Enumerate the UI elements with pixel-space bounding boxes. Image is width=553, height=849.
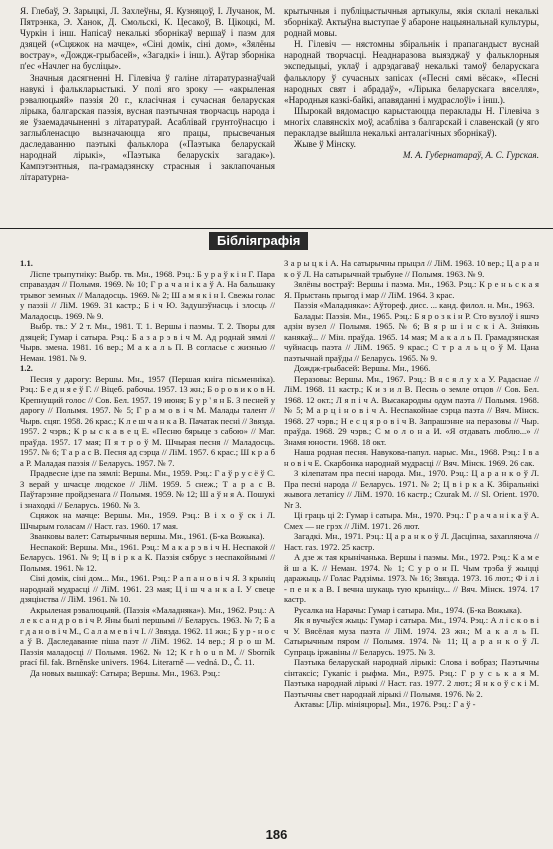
bibliography-entry: Да новых вышкаў: Сатыра; Вершы. Мн., 1963. Рэц.:	[30, 667, 221, 678]
bibliography-entry: З кілепатам пра песні народа. Мн., 1970. Рэц.: Ц а р а н к о ў Л. Пра песні народа // Беларусь. 1971. № 2; Ц в і р к а К. Збіральнікі жывога летапісу // ЛіМ. 1970. 16 кастр.; Czurak M. // Sl. Orient. 1970. Nr 3.	[284, 468, 539, 510]
bibliography-entry: Званковы валет: Сатырычныя вершы. Мн., 1961. (Б-ка Вожыка).	[30, 531, 265, 541]
bibliography-entry: Загадкі. Мн., 1971. Рэц.: Ц а р а н к о ў Л. Дасціпна, захапляюча // Наст. газ. 1972. 25 кастр.	[284, 531, 539, 552]
bibliography-entry: Ці граць ці 2: Гумар і сатыра. Мн., 1970. Рэц.: Г р а ч а н і к а ў А. Смех — не грэх // ЛіМ. 1971. 26 лют.	[284, 510, 539, 531]
bibliography-entry: Сіні домік, сіні дом... Мн., 1961. Рэц.: Р а п а н о в і ч Я. З крыніц народнай мудрасці // ЛіМ. 1961. 23 мая; Ц і ш ч а н к а І. У свеце дзяцінства // ЛіМ. 1961. № 10.	[20, 573, 275, 604]
article-paragraph: Жыве ў Мінску.	[294, 139, 356, 150]
bibliography-entry: Наша родная песня. Навукова-папул. нарыс. Мн., 1968. Рэц.: І в а н о в і ч Е. Скарбонка народнай мудрасці // Вяч. Мінск. 1969. 26 сак.	[284, 447, 539, 468]
bibliography-section-number: 1.2.	[20, 363, 33, 373]
article-right-column	[284, 6, 539, 161]
bibliography-entry: Перазовы: Вершы. Мн., 1967. Рэц.: В я с я л у х а У. Радаснае // ЛіМ. 1968. 11 кастр.; К и з и л В. Песнь о земле отцов // Сов. Бел. 1968. 12 окт.; Л я п і ч А. Высакародны одум паэта // Полымя. 1968. № 5; М а р ц і н о в і ч А. Неспакойнае сэрца паэта // Вяч. Мінск. 1968. 27 чэрв.; Н е с ц я р о в і ч В. Запрашэнне на перазовы // Чыр. праўда. 1968. 29 чэрв.; С м о л о н а И. «Я отдавать люблю...» // Знамя юности. 1968. 18 окт.	[284, 373, 539, 447]
bibliography-entry: Актавы: [Лір. мініяцюры]. Мн., 1976. Рэц.: Г а ў -	[294, 699, 476, 709]
article-paragraph: Н. Гілевіч — нястомны збіральнік і прапагандыст вуснай народнай творчасці. Неаднаразова выязджаў у фальклорныя экспедыцыі, уклаў і адрэдагаваў некалькі тамоў беларускага фальклору ў сучасных запісах («Песні сямі вёсак», «Песні народных свят і абрадаў», «Лірыка беларускага вяселля», «Народныя казкі-байкі, апавяданні і мудраслоўі» і інш.).	[284, 39, 539, 105]
bibliography-heading-wrap	[0, 229, 553, 251]
bibliography-entry: Прадвесне ідзе па зямлі: Вершы. Мн., 1959. Рэц.: Г а ў р у с ё ў С. З верай у шчасце людское // ЛіМ. 1959. 5 снеж.; Т а р а с В. Паўтарэнне пройдзенага // Полымя. 1959. № 12; Ш а ў н я А. Пошукі і знаходкі // Беларусь. 1960. № 3.	[20, 468, 275, 510]
bibliography-entry: Паэзія «Маладняка»: Аўтореф. дисс. ... канд. филол. н. Мн., 1963.	[294, 300, 535, 310]
article-paragraph: Значныя дасягненні Н. Гілевіча ў галіне літаратуразнаўчай навукі і фалькларыстыкі. У полі яго зроку — «акрыленая рэвалюцыяй» паэзія 20 г., класічная і сучасная беларуская лірыка, балгарская паэзія, вусная паэтычная творчасць народа і яе ўзаемадачыненні з літаратурай. Асаблівай грунтоўнасцю і заглыбленасцю вызначаюцца яго працы, прысвечаныя даследаванню паэтыкі фальклора («Паэтыка беларускай народнай лірыкі», «Паэтыка беларускіх загадак»). Кампэтэнтныя, па-грамадзянску страсныя і заклапочаныя літаратурна-	[20, 72, 275, 183]
bibliography-right-column	[284, 258, 539, 710]
article-signature: М. А. Губернатараў, А. С. Гурская.	[402, 150, 539, 161]
article-paragraph: Шырокай вядомасцю карыстаюцца пераклады Н. Гілевіча з многіх славянскіх моў, асабліва з балгарскай і славенскай (у яго перакладзе выйшла некалькі анталагічных зборнікаў).	[284, 105, 539, 139]
bibliography-left-column	[20, 258, 275, 678]
page-number: 186	[265, 827, 288, 842]
bibliography-entry: Балады: Паэзія. Мн., 1965. Рэц.: Б я р о з к і н Р. Сто вузлоў і яшчэ адзін вузел // Полымя. 1965. № 6; В я р ш і н с к і А. Зніякнь канякаў... // Мін. праўда. 1965. 14 мая; М а к а л ь П. Грамадзянская чуйнасць паэта // ЛіМ. 1965. 9 крас.; С т р а л ь ц о ў М. Цана паэтычнай праўды // Беларусь. 1965. № 9.	[284, 310, 539, 363]
bibliography-entry: Неспакой: Вершы. Мн., 1961. Рэц.: М а к а р э в і ч Н. Неспакой // Беларусь. 1961. № 9; Ц в і р к а К. Паэзія сябрує з неспакойнымі // Полымя. 1961. № 12.	[20, 541, 275, 573]
article-left-column	[20, 6, 275, 184]
bibliography-entry: Выбр. тв.: У 2 т. Мн., 1981. Т. 1. Вершы і паэмы. Т. 2. Творы для дзяцей; Гумар і сатыра. Рэц.: Б а з а р э в і ч М. Ад роднай зямлі // Чырв. змена. 1981. 16 вер.; М а к а л ь П. В согласье с жизнью // Неман. 1981. № 9.	[20, 321, 275, 363]
bibliography-entry: А дзе ж тая крынічанька. Вершы і паэмы. Мн., 1972. Рэц.: К а м е й ш а К. // Неман. 1974. № 1; С у р о н П. Чым трэба ў жыцці даражыць // Голас Радзімы. 1973. № 16; Звязда. 1973. 16 лют.; Ф і л і - п е н к а В. І вечна шукаць тую крыніцу... // Вяч. Мінск. 1974. 17 кастр.	[284, 552, 539, 604]
bibliography-section-number: 1.1.	[20, 258, 33, 268]
bibliography-entry: Як я вучыўся жыць: Гумар і сатыра. Мн., 1974. Рэц.: А л і с к о в і ч У. Вясёлая муза паэта // ЛіМ. 1974. 23 жн.; М а к а л ь П. Сатырычным пяром // Полымя. 1974. № 11; Ц а р а н к о ў Л. Супраць іржавіны // Беларусь. 1975. № 3.	[284, 615, 539, 657]
bibliography-entry: Акрыленая рэвалюцыяй. (Паэзія «Маладняка»). Мн., 1962. Рэц.: А л е к с а н д р о в і ч Р. Яны былі першымі // Беларусь. 1963. № 7; Б а г д а н о в і ч М., С а л а м е в і ч І. // Звязда. 1962. 11 жн.; Б у р - н о с а ў В. Даследаванне піша паэт // ЛіМ. 1962. 14 вер.; Я р о ш М. Паэзія маладосці // Полымя. 1962. № 12; K r h o u n M. // Sborník prací fil. fak. Brněnske univers. 1964. Literarně — vedná. D., Č. 11.	[20, 604, 275, 667]
bibliography-entry: З а р ы ц к і А. На сатырычны прыцэл // ЛіМ. 1963. 10 вер.; Ц а р а н к о ў Л. На сатырычнай трыбуне // Полымя. 1963. № 9.	[284, 258, 539, 279]
bibliography-entry: Дождж-грыбасей: Вершы. Мн., 1966.	[294, 363, 431, 373]
bibliography-entry: Ліспе трыпутніку: Выбр. тв. Мн., 1968. Рэц.: Б у р а ў к і н Г. Пара справаздач // Полымя. 1969. № 10; Г р а ч а н і к а ў А. На бальшаку трывог земных // Маладосць. 1969. № 2; Ш а м я к і н І. Свежы голас у паэзіі // ЛіМ. 1969. 31 кастр.; Б і ч Ю. Задушэўнасць і злосць // Маладосць. 1969. № 9.	[20, 268, 275, 321]
bibliography-entry: Песня у дарогу: Вершы. Мн., 1957 (Першая кніга пісьменніка). Рэц.: Б е д н я е ў Г. // Віцеб. рабочы. 1957. 13 жн.; Б о р о в и к о в Н. Крепнущий голос // Сов. Бел. 1957. 19 июня; Б у р ' я н Б. З песней у дарогу // Полымя. 1957. № 5; Г р а м о в і ч М. Малады талент // Чырв. сцяг. 1958. 26 крас.; К л е ш ч а н к а В. Пачатак песні // Звязда. 1957. 2 чэрв.; К р ы с к а в е ц Е. «Песню бярыце з сабою» // Маг. праўда. 1957. 17 мая; П я т р о ў М. Шчырая песня // Маладосць. 1957. № 6; Т а р а с В. Песня ад сэрца // ЛіМ. 1957. 6 крас.; Ш к р а б а Р. Маладая паэзія // Беларусь. 1957. № 7.	[20, 373, 275, 468]
bibliography-entry: Русалка на Нарачы: Гумар і сатыра. Мн., 1974. (Б-ка Вожыка).	[294, 604, 522, 615]
bibliography-entry: Паэтыка беларускай народнай лірыкі: Слова і вобраз; Паэтычны сінтаксіс; Гукапіс і рыфма. Мн., Р.975. Рэц.: Г р у с ь к а я М. Паэтыка народнай лірыкі // Наст. газ. 1977. 2 лют.; Я н к о ў с к і М. Паэтычны свет народнай лірыкі // Полымя. 1976. № 2.	[284, 657, 539, 699]
bibliography-entry: Сцяжок на мачце: Вершы. Мн., 1959. Рэц.: В і х о ў ск і Л. Шчырым голасам // Наст. газ. 1960. 17 мая.	[20, 510, 275, 531]
bibliography-entry: Зялёны востраў: Вершы і паэма. Мн., 1963. Рэц.: К р е н ь с к а я Я. Прыстань прыгод і мар // ЛіМ. 1964. 3 крас.	[284, 279, 539, 300]
article-paragraph: Я. Глебаў, Э. Зарыцкі, Л. Захлеўны, Я. Кузняцоў, І. Лучанок, М. Пятрэнка, Э. Ханок, Д. Смольскі, К. Цесакоў, В. Цікоцкі, М. Чуркін і інш. Напісаў некалькі зборнікаў вершаў і паэм для дзяцей («Сцяжок на мачце», «Сіні домік, сіні дом», «Зялёны вострау», «Дождж-грыбасей», «Загадкі» і інш.). Аўтар зборніка п'ес «Начлег на бусліцы».	[20, 6, 275, 72]
article-paragraph: крытычныя і публіцыстычныя артыкулы, якія склалі некалькі зборнікаў. Актыўна выступае ў абароне нацыянальнай культуры, роднай мовы.	[284, 6, 539, 39]
section-title: Бібліяграфія	[209, 232, 308, 250]
